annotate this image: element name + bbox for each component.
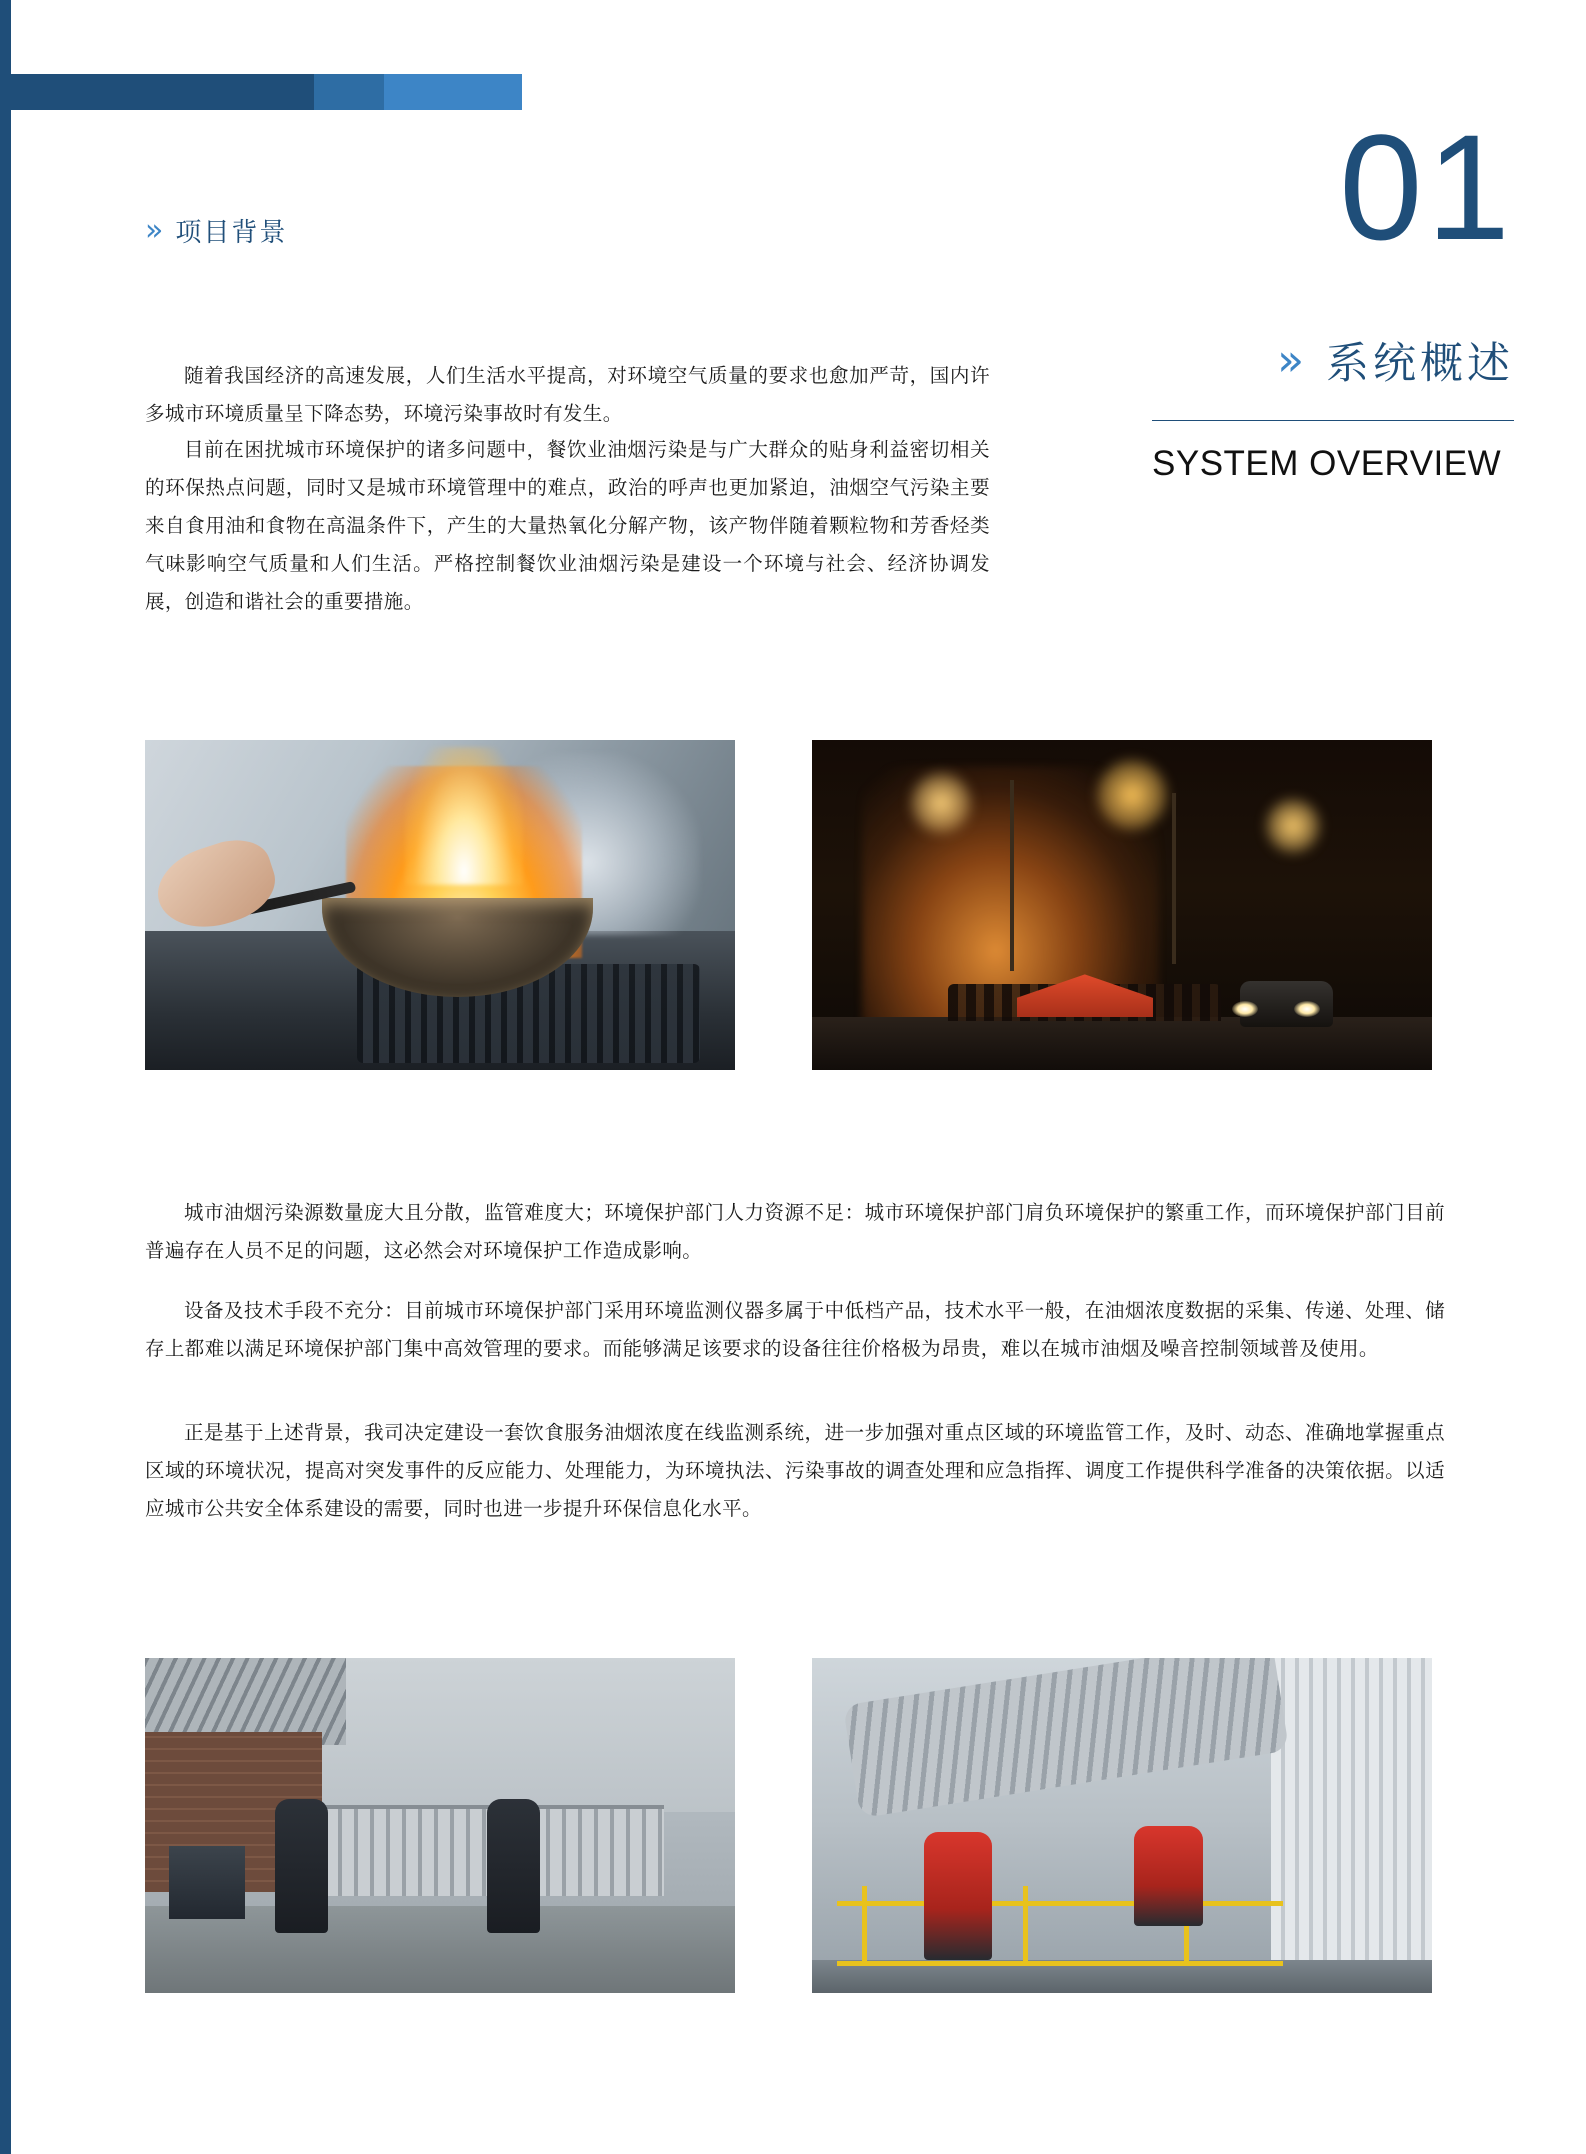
section-label-text: 项目背景 bbox=[175, 218, 288, 247]
top-banner-dark bbox=[11, 74, 314, 110]
street-smoke-photo bbox=[812, 740, 1432, 1070]
wok-flame-photo bbox=[145, 740, 735, 1070]
paragraph-5: 正是基于上述背景，我司决定建设一套饮食服务油烟浓度在线监测系统，进一步加强对重点区域的环境监管工作，及时、动态、准确地掌握重点区域的环境状况，提高对突发事件的反应能力、处理能力，为环境执法、污染事故的调查处理和应急指挥、调度工作提供科学准备的决策依据。以适应城市公共安全体系建设的需要，同时也进一步提升环保信息化水平。 bbox=[145, 1423, 1445, 1521]
paragraph-2: 目前在困扰城市环境保护的诸多问题中，餐饮业油烟污染是与广大群众的贴身利益密切相关的环保热点问题，同时又是城市环境管理中的难点，政治的呼声也更加紧迫，油烟空气污染主要来自食用油和食物在高温条件下，产生的大量热氧化分解产物，该产物伴随着颗粒物和芳香烃类气味影响空气质量和人们生活。严格控制餐饮业油烟污染是建设一个环境与社会、经济协调发展，创造和谐社会的重要措施。 bbox=[145, 440, 990, 614]
overview-title-cn: 系统概述 bbox=[1326, 341, 1514, 388]
paragraph-4: 设备及技术手段不充分：目前城市环境保护部门采用环境监测仪器多属于中低档产品，技术水平一般，在油烟浓度数据的采集、传递、处理、储存上都难以满足环境保护部门集中高效管理的要求。而能够满足该要求的设备往往价格极为昂贵，难以在城市油烟及噪音控制领域普及使用。 bbox=[145, 1301, 1445, 1361]
left-accent-rail bbox=[0, 0, 11, 2154]
chevron-double-right-icon: » bbox=[145, 212, 154, 248]
overview-title-cn-row bbox=[1277, 330, 1514, 391]
header-divider bbox=[1152, 420, 1514, 421]
rooftop-inspection-photo bbox=[145, 1658, 735, 1993]
paragraph-1: 随着我国经济的高速发展，人们生活水平提高，对环境空气质量的要求也愈加严苛，国内许多城市环境质量呈下降态势，环境污染事故时有发生。 bbox=[145, 366, 990, 426]
section-number: 01 bbox=[1339, 103, 1514, 271]
chevron-double-right-large-icon: » bbox=[1277, 334, 1290, 386]
overview-title-en: SYSTEM OVERVIEW bbox=[1152, 444, 1502, 483]
top-banner-mid bbox=[314, 74, 384, 110]
platform-workers-photo bbox=[812, 1658, 1432, 1993]
section-label bbox=[145, 212, 287, 249]
paragraph-3: 城市油烟污染源数量庞大且分散，监管难度大；环境保护部门人力资源不足：城市环境保护部门肩负环境保护的繁重工作，而环境保护部门目前普遍存在人员不足的问题，这必然会对环境保护工作造成影响。 bbox=[145, 1203, 1445, 1263]
